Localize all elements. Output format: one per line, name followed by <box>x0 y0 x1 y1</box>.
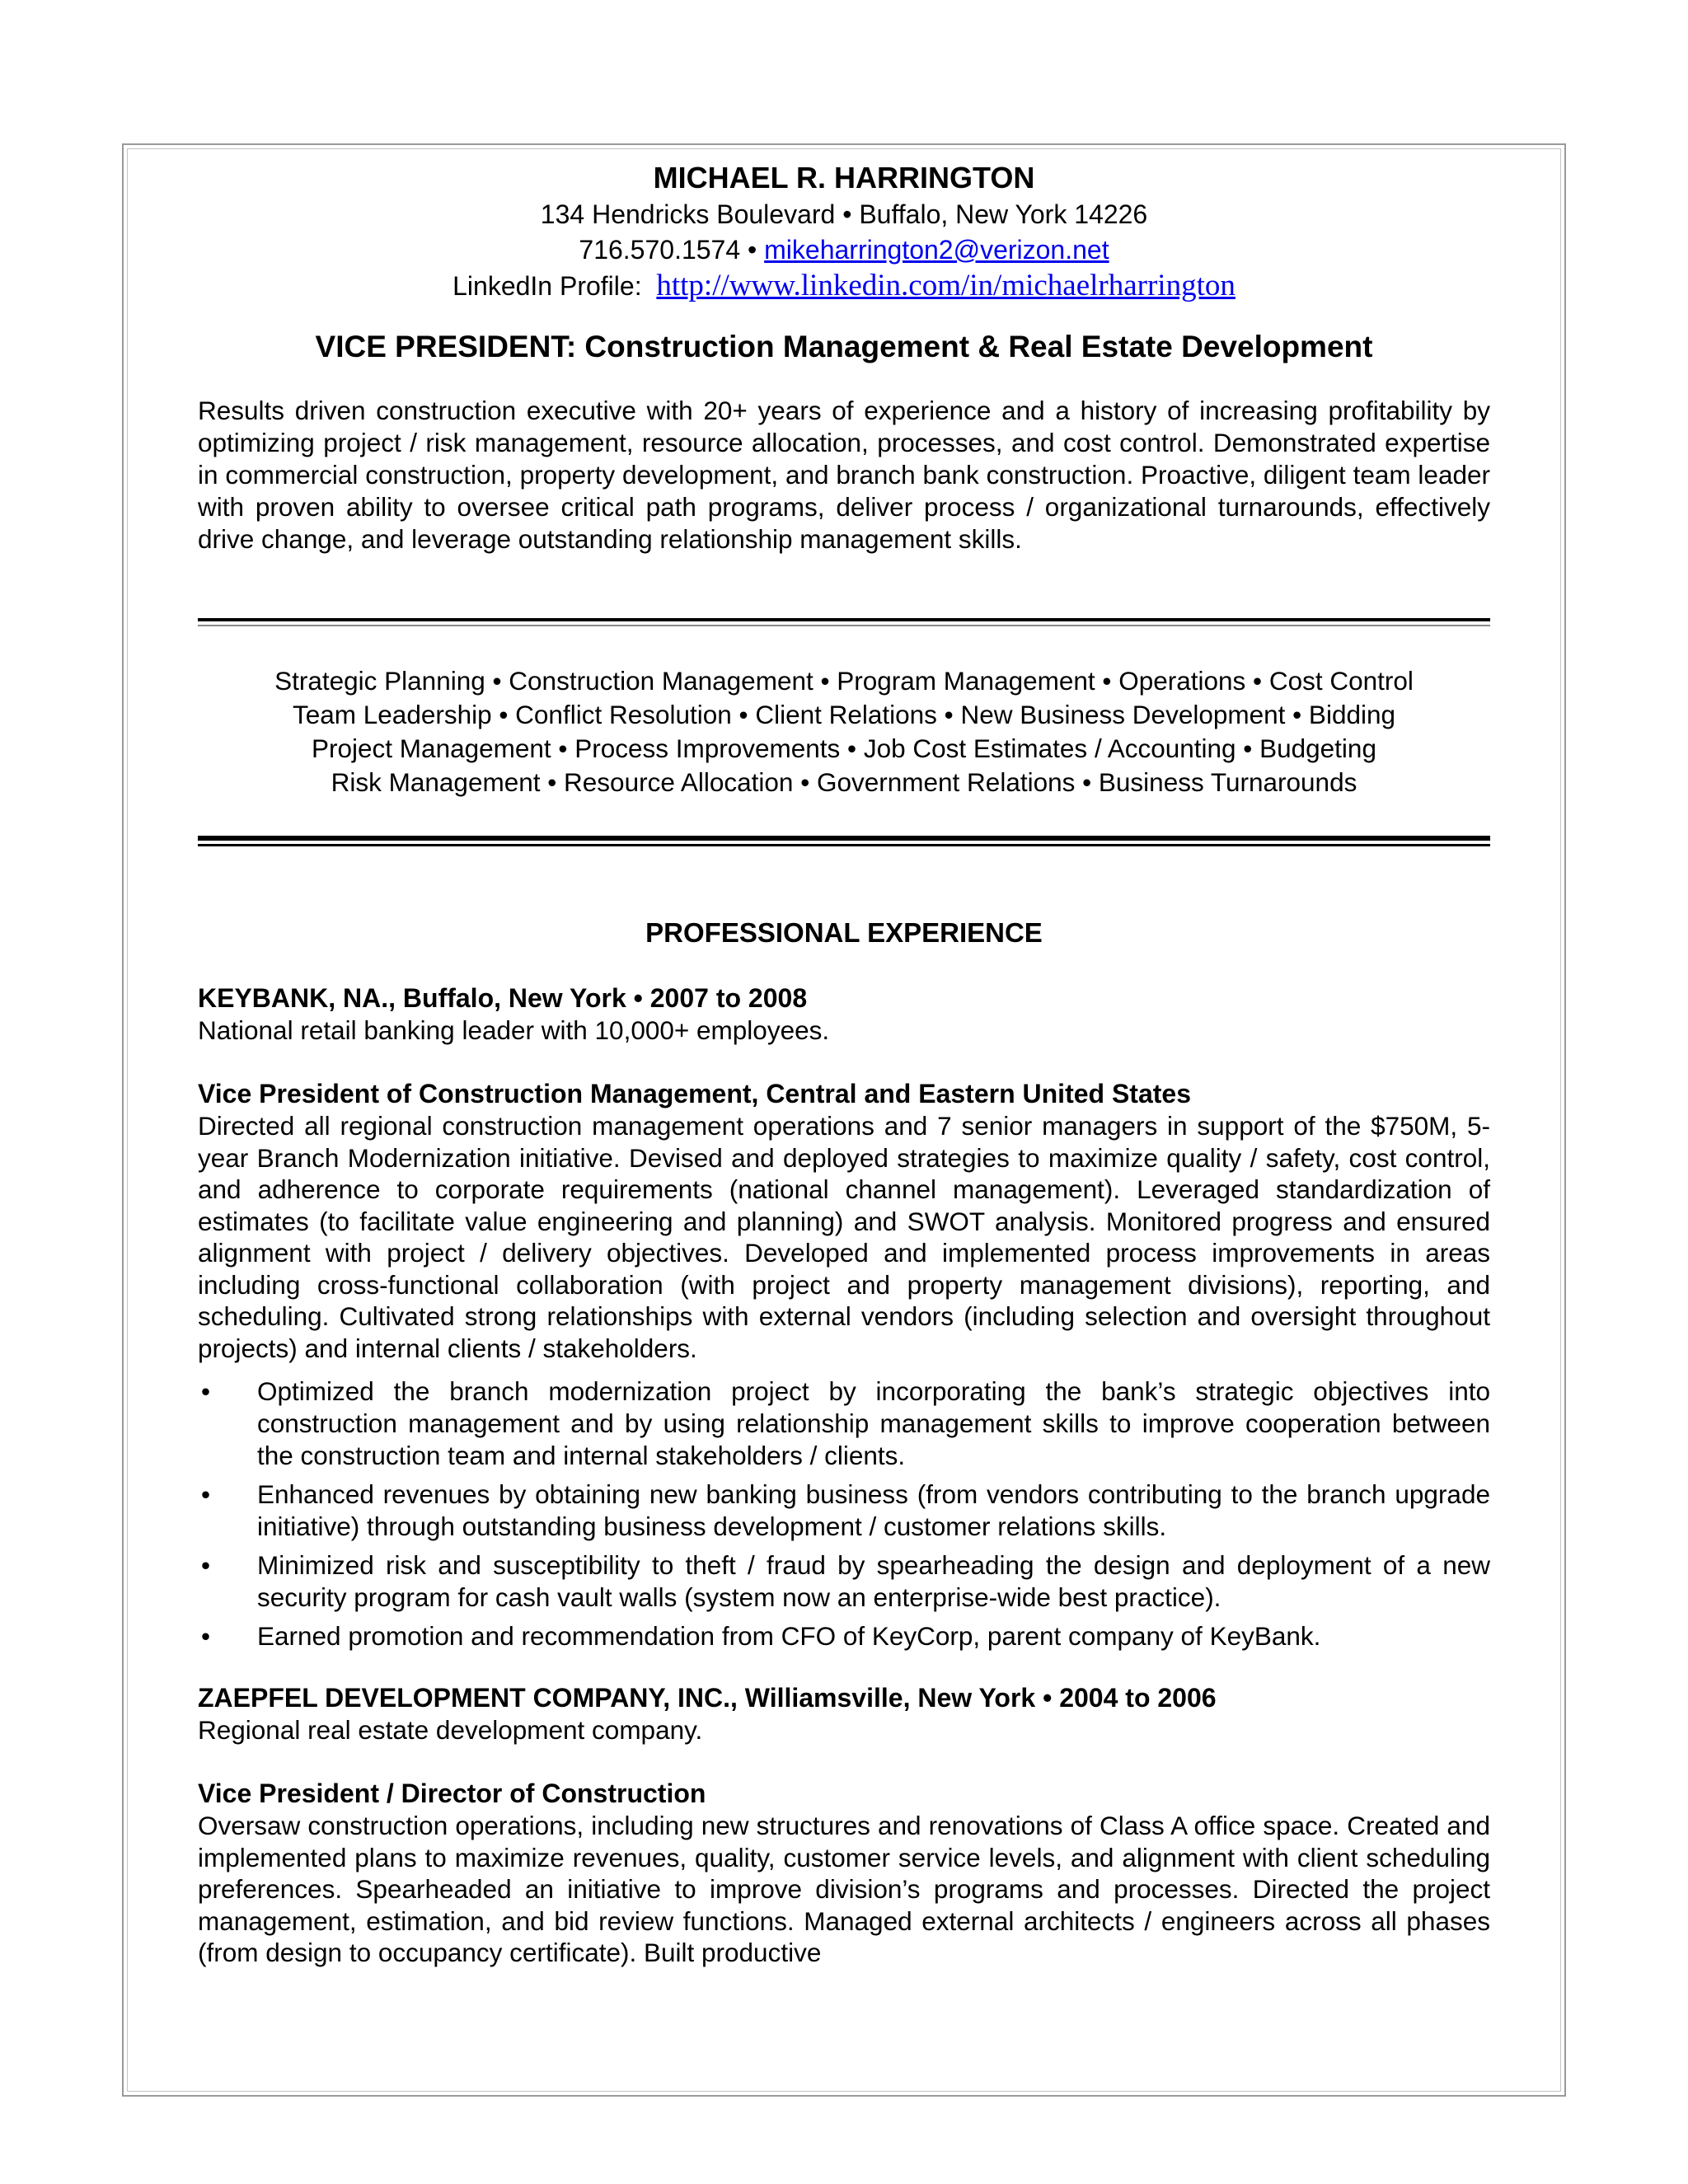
company-description: Regional real estate development company. <box>198 1715 703 1745</box>
job-zaepfel <box>198 1682 1490 1969</box>
contact-header <box>198 159 1490 304</box>
job-keybank <box>198 982 1490 1652</box>
job-title: Vice President of Construction Management, Central and Eastern United States <box>198 1079 1191 1108</box>
bullet-icon: • <box>201 1376 211 1406</box>
company-heading: KEYBANK, NA., Buffalo, New York • 2007 to 2008 <box>198 983 808 1013</box>
job-title: Vice President / Director of Construction <box>198 1779 706 1808</box>
core-competencies <box>198 664 1490 799</box>
company-description: National retail banking leader with 10,000+ employees. <box>198 1015 830 1045</box>
list-item <box>198 1376 1490 1472</box>
competency-line: Risk Management • Resource Allocation • Government Relations • Business Turnarounds <box>331 767 1357 797</box>
headline: VICE PRESIDENT: Construction Management & Real Estate Development <box>315 330 1373 363</box>
email-link[interactable]: mikeharrington2@verizon.net <box>764 235 1109 265</box>
competency-line: Strategic Planning • Construction Management • Program Management • Operations • Cost Control <box>274 666 1414 696</box>
phone: 716.570.1574 • <box>579 235 765 265</box>
summary-paragraph: Results driven construction executive with 20+ years of experience and a history of increasing profitability by optimizing project / risk management, resource allocation, processes, and cost control. Demonstrated expertise in commercial construction, property development, and branch bank construction. Proactive, diligent team leader with proven ability to oversee critical path programs, deliver process / organizational turnarounds, effectively drive change, and leverage outstanding relationship management skills. <box>198 396 1490 554</box>
achievement-text: Minimized risk and susceptibility to theft / fraud by spearheading the design and deployment of a new security program for cash vault walls (system now an enterprise-wide best practice). <box>257 1550 1490 1612</box>
linkedin-link[interactable]: http://www.linkedin.com/in/michaelrharrington <box>656 269 1236 302</box>
achievement-text: Enhanced revenues by obtaining new banking business (from vendors contributing to the branch upgrade initiative) through outstanding business development / customer relations skills. <box>257 1479 1490 1541</box>
job-description: Directed all regional construction management operations and 7 senior managers in support of the $750M, 5-year Branch Modernization initiative. Devised and deployed strategies to maximize quality / safety, cost control, and adherence to corporate requirements (national channel management). Leveraged standardization of estimates (to facilitate value engineering and planning) and SWOT analysis. Monitored progress and ensured alignment with project / delivery objectives. Developed and implemented process improvements in areas including cross-functional collaboration (with project and property management divisions), reporting, and scheduling. Cultivated strong relationships with external vendors (including selection and oversight throughout projects) and internal clients / stakeholders. <box>198 1111 1490 1363</box>
competency-line: Project Management • Process Improvements • Job Cost Estimates / Accounting • Budgeting <box>312 733 1376 763</box>
achievement-text: Optimized the branch modernization project by incorporating the bank’s strategic objectives into construction management and by using relationship management skills to improve cooperation between the construction team and internal stakeholders / clients. <box>257 1376 1490 1470</box>
divider-top-thin <box>198 625 1490 626</box>
bullet-icon: • <box>201 1550 211 1580</box>
resume-body <box>198 155 1490 1969</box>
address: 134 Hendricks Boulevard • Buffalo, New York 14226 <box>540 199 1148 229</box>
bullet-icon: • <box>201 1621 211 1651</box>
divider-top <box>198 618 1490 621</box>
divider-bottom <box>198 844 1490 846</box>
divider-bottom-thick <box>198 836 1490 841</box>
company-heading: ZAEPFEL DEVELOPMENT COMPANY, INC., Williamsville, New York • 2004 to 2006 <box>198 1683 1217 1713</box>
list-item <box>198 1549 1490 1614</box>
achievement-list <box>198 1376 1490 1652</box>
linkedin-line <box>198 268 1490 304</box>
competency-line: Team Leadership • Conflict Resolution • Client Relations • New Business Development • Bidding <box>292 700 1396 729</box>
phone-email-line <box>198 232 1490 268</box>
list-item <box>198 1620 1490 1652</box>
candidate-name: MICHAEL R. HARRINGTON <box>653 161 1035 194</box>
job-description: Oversaw construction operations, including new structures and renovations of Class A office space. Created and implemented plans to maximize revenues, quality, customer service levels, and alignment with client scheduling preferences. Spearheaded an initiative to improve division’s programs and processes. Directed the project management, estimation, and bid review functions. Managed external architects / engineers across all phases (from design to occupancy certificate). Built productive <box>198 1811 1490 1967</box>
section-title-experience: PROFESSIONAL EXPERIENCE <box>645 917 1043 948</box>
bullet-icon: • <box>201 1479 211 1509</box>
list-item <box>198 1479 1490 1543</box>
linkedin-label: LinkedIn Profile: <box>452 271 642 301</box>
achievement-text: Earned promotion and recommendation from CFO of KeyCorp, parent company of KeyBank. <box>257 1621 1321 1651</box>
